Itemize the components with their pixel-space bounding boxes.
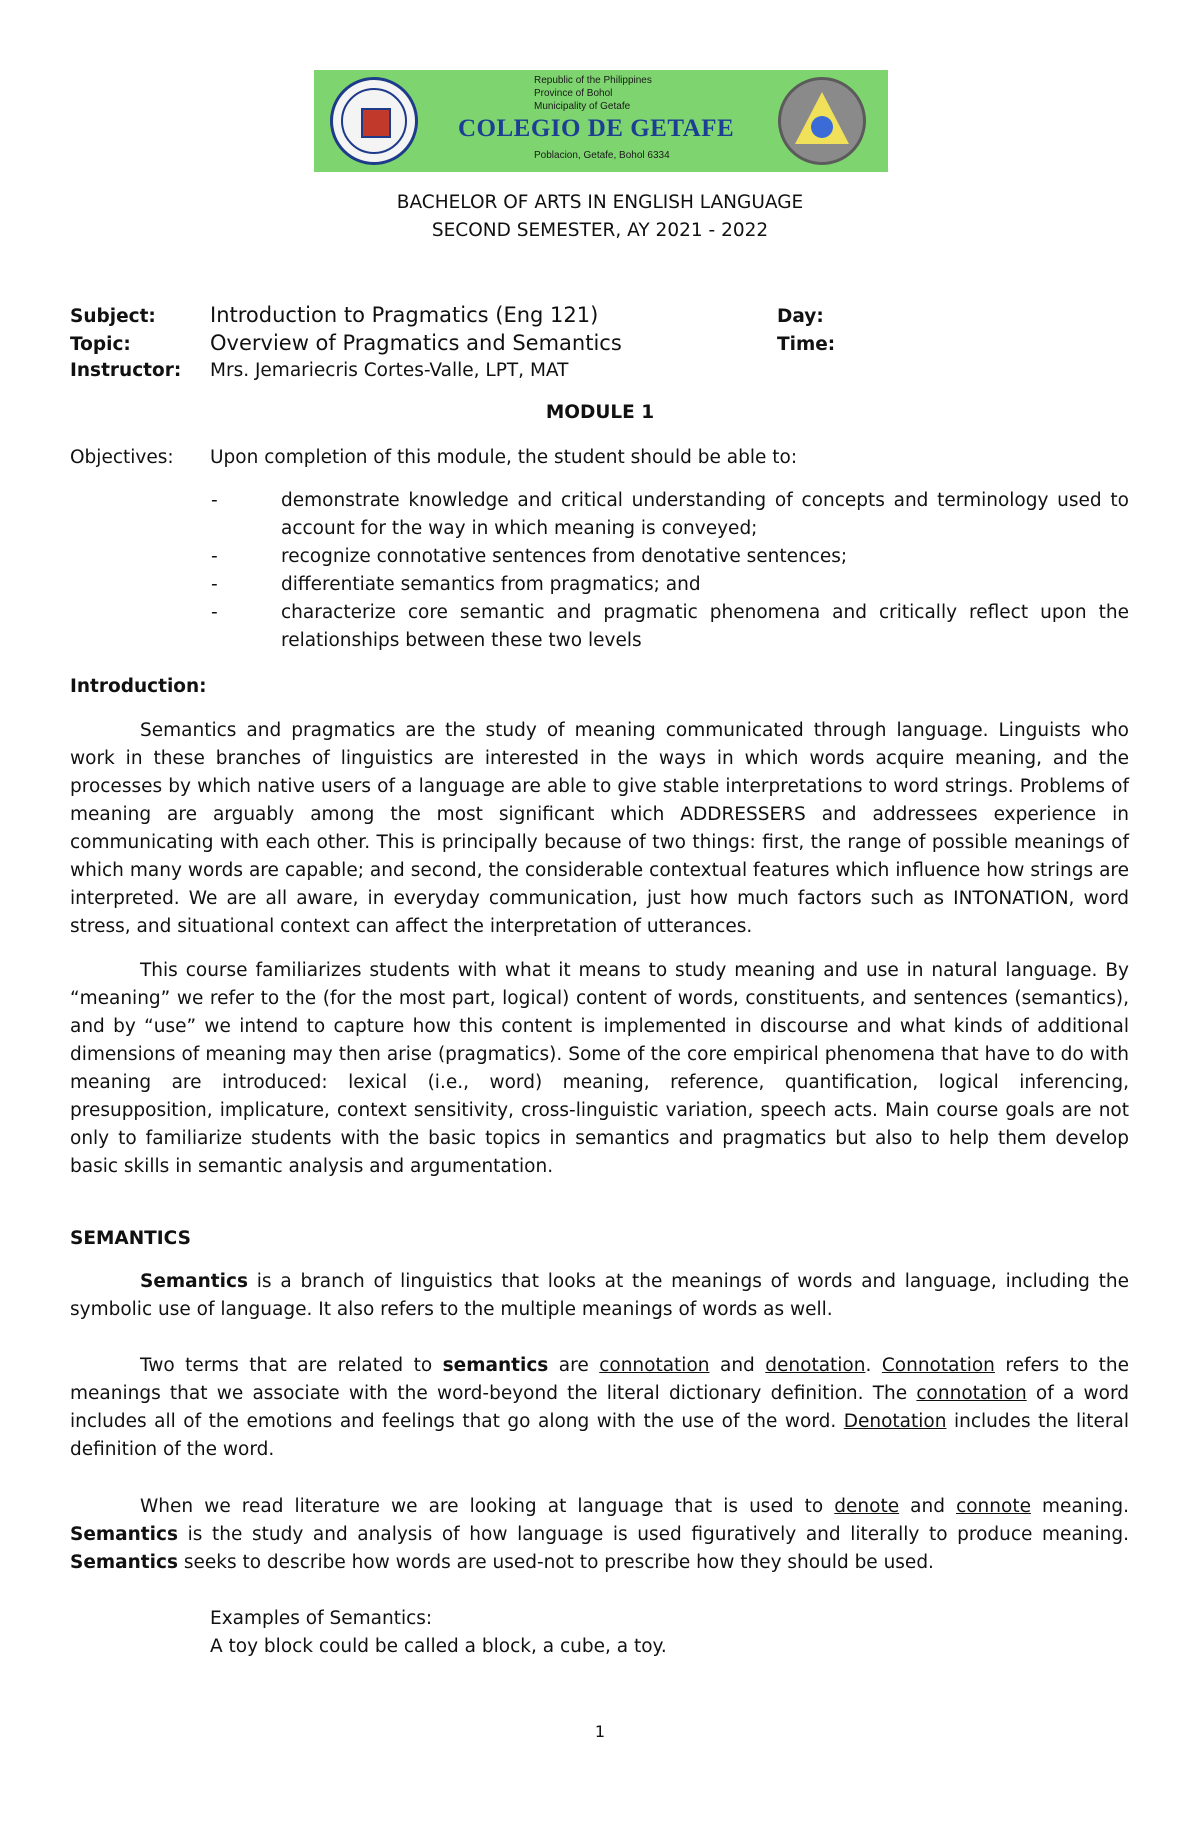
objective-item: differentiate semantics from pragmatics; and	[281, 574, 701, 595]
introduction-paragraph-2: This course familiarizes students with what it means to study meaning and use in natural language. By “meaning” we refer to the (for the most part, logical) content of words, constituents, and sentences (semantics), and by “use” we intend to capture how this content is implemented in discourse and what kinds of additional dimensions of meaning may then arise (pragmatics). Some of the core empirical phenomena that have to do with meaning are introduced: lexical (i.e., word) meaning, reference, quantification, logical inferencing, presupposition, implicature, context sensitivity, cross-linguistic variation, speech acts. Main course goals are not only to familiarize students with the basic topics in semantics and pragmatics but also to help them develop basic skills in semantic analysis and argumentation.	[70, 960, 1129, 1177]
objective-bullet: -	[211, 490, 218, 511]
term-semantics: Semantics	[70, 1524, 178, 1545]
term-denote: denote	[834, 1496, 900, 1517]
topic-value: Overview of Pragmatics and Semantics	[210, 331, 622, 355]
term-connotation: Connotation	[881, 1355, 995, 1376]
time-label: Time:	[777, 334, 836, 355]
municipal-seal-logo	[330, 77, 418, 165]
introduction-heading: Introduction:	[70, 676, 207, 697]
example-item: A toy block could be called a block, a cube, a toy.	[210, 1636, 667, 1657]
introduction-paragraph-1: Semantics and pragmatics are the study of meaning communicated through language. Linguists who work in these branches of linguistics are interested in the ways in which words acquire meaning, and the processes by which native users of a language are able to give stable interpretations to word strings. Problems of meaning are arguably among the most significant which ADDRESSERS and addressees experience in communicating with each other. This is principally because of two things: first, the range of possible meanings of which many words are capable; and second, the considerable contextual features which influence how strings are interpreted. We are all aware, in everyday communication, just how much factors such as INTONATION, word stress, and situational context can affect the interpretation of utterances.	[70, 720, 1129, 937]
instructor-label: Instructor:	[70, 360, 182, 381]
semantics-heading: SEMANTICS	[70, 1228, 191, 1249]
banner-line-municipality: Municipality of Getafe	[534, 101, 631, 112]
term-semantics: Semantics	[140, 1271, 248, 1292]
term-connote: connote	[956, 1496, 1031, 1517]
objective-item: characterize core semantic and pragmatic phenomena and critically reflect upon the relationships between these two levels	[281, 602, 1129, 651]
subject-value: Introduction to Pragmatics (Eng 121)	[210, 303, 599, 327]
day-label: Day:	[777, 306, 824, 327]
objective-item: demonstrate knowledge and critical understanding of concepts and terminology used to account for the way in which meaning is conveyed;	[281, 490, 1129, 539]
term-connotation: connotation	[916, 1383, 1027, 1404]
banner-college-name: COLEGIO DE GETAFE	[458, 115, 735, 142]
term-semantics: semantics	[442, 1355, 549, 1376]
term-denotation: Denotation	[843, 1411, 947, 1432]
examples-label: Examples of Semantics:	[210, 1608, 433, 1629]
objectives-label: Objectives:	[70, 447, 174, 468]
objective-bullet: -	[211, 546, 218, 567]
topic-label: Topic:	[70, 334, 131, 355]
page-number: 1	[594, 1722, 606, 1741]
college-banner	[314, 70, 888, 172]
banner-line-republic: Republic of the Philippines	[534, 75, 652, 86]
objectives-intro: Upon completion of this module, the student should be able to:	[210, 447, 798, 468]
program-title: BACHELOR OF ARTS IN ENGLISH LANGUAGE	[396, 192, 804, 213]
objective-bullet: -	[211, 602, 218, 623]
objective-item: recognize connotative sentences from denotative sentences;	[281, 546, 848, 567]
semantics-paragraph-3: When we read literature we are looking at language that is used to denote and connote meaning. Semantics is the study and analysis of how language is used figuratively and literally to produce meaning. Semantics seeks to describe how words are used-not to prescribe how they should be used.	[70, 1496, 1129, 1573]
semantics-paragraph-2: Two terms that are related to semantics are connotation and denotation. Connotation refers to the meanings that we associate with the word-beyond the literal dictionary definition. The connotation of a word includes all of the emotions and feelings that go along with the use of the word. Denotation includes the literal definition of the word.	[70, 1355, 1130, 1460]
semester-line: SECOND SEMESTER, AY 2021 - 2022	[431, 220, 769, 241]
subject-label: Subject:	[70, 306, 156, 327]
module-title: MODULE 1	[545, 402, 655, 423]
objective-bullet: -	[211, 574, 218, 595]
semantics-paragraph-1: Semantics is a branch of linguistics that looks at the meanings of words and language, including the symbolic use of language. It also refers to the multiple meanings of words as well.	[70, 1271, 1129, 1320]
term-denotation: denotation	[765, 1355, 866, 1376]
term-connotation: connotation	[599, 1355, 710, 1376]
instructor-value: Mrs. Jemariecris Cortes-Valle, LPT, MAT	[210, 360, 569, 381]
banner-line-province: Province of Bohol	[534, 88, 613, 99]
college-seal-logo	[778, 77, 866, 165]
term-semantics: Semantics	[70, 1552, 178, 1573]
banner-address: Poblacion, Getafe, Bohol 6334	[534, 150, 670, 161]
